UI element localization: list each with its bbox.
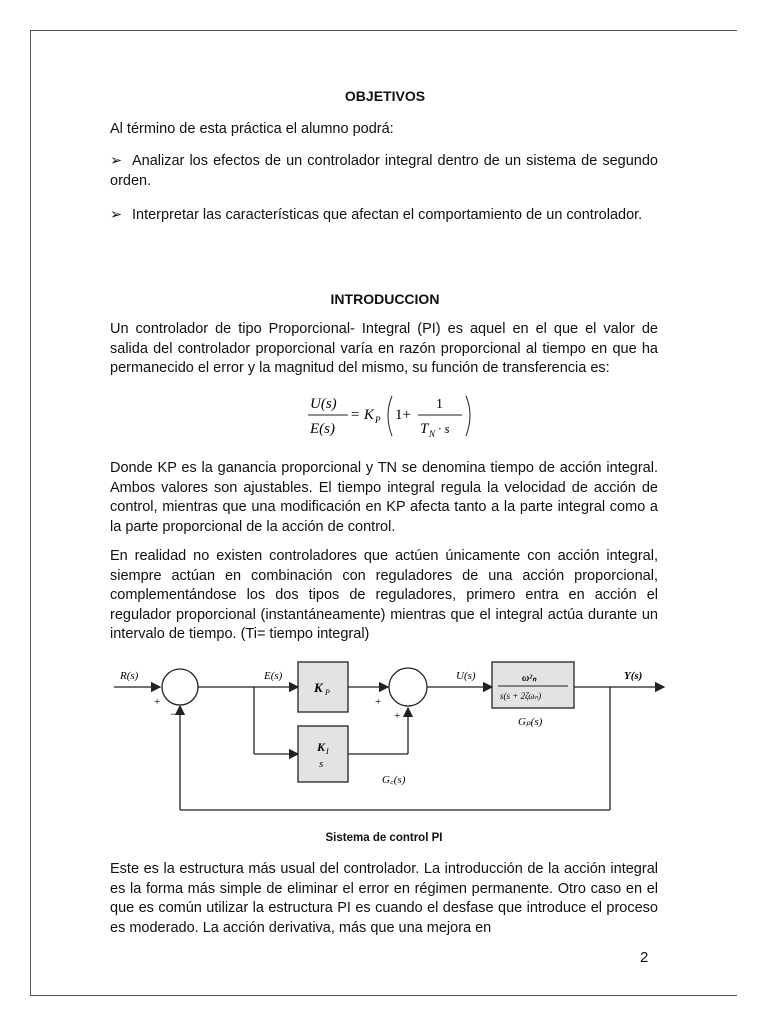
plant-transfer-label: Gₚ(s) <box>518 716 543 728</box>
ki-block-label: K <box>317 740 326 754</box>
formula-denominator-tail: · s <box>438 421 450 436</box>
kp-block <box>298 662 348 712</box>
junction-1-minus-sign: − <box>170 707 177 721</box>
junction-1-plus-sign: + <box>154 696 161 708</box>
intro-paragraph-3: En realidad no existen controladores que actúen únicamente con acción integral, siempre actúan en combinación con reguladores de una acción proporcional, complementándose los dos tipos de reguladores, primero entra en acción el regulador proporcional (instantáneamente) mientras que el integral actúa durante un intervalo de tiempo. (Ti= tiempo integral) <box>110 548 658 642</box>
ki-block-subscript: I <box>326 747 329 756</box>
formula-lhs-denominator: E(s) <box>310 421 335 437</box>
junction-2-plus-sign-left: + <box>375 696 382 708</box>
diagram-input-label: R(s) <box>120 670 139 682</box>
pi-control-block-diagram <box>112 655 668 820</box>
junction-2-plus-sign-bottom: + <box>394 710 401 722</box>
controller-transfer-label: G꜀(s) <box>382 774 406 786</box>
summing-junction-2 <box>389 668 427 706</box>
page-number: 2 <box>640 949 649 966</box>
transfer-function-formula <box>300 388 480 448</box>
plant-denominator: s(s + 2ζωₙ) <box>500 691 542 701</box>
diagram-output-label: Y(s) <box>624 670 643 682</box>
objectives-intro: Al término de esta práctica el alumno podrá: <box>110 121 394 137</box>
diagram-error-label: E(s) <box>264 670 283 682</box>
formula-one-plus: 1+ <box>395 407 411 423</box>
controller-output-label: U(s) <box>456 670 476 682</box>
arrow-bullet-icon: ➢ <box>110 207 123 223</box>
formula-tn-subscript: N <box>429 429 436 439</box>
objective-bullet-1 <box>110 152 658 191</box>
formula-lhs-numerator: U(s) <box>310 396 337 412</box>
objective-bullet-1-text: Analizar los efectos de un controlador integral dentro de un sistema de segundo orden. <box>110 153 658 189</box>
formula-kp-subscript: P <box>375 415 381 425</box>
intro-paragraph-4: Este es la estructura más usual del controlador. La introducción de la acción integral es la forma más simple de eliminar el error en régimen permanente. Otro caso en el que es común utilizar la estructura PI es cuando el desfase que introduce el proceso es moderado. La acción derivativa, más que una mejora en <box>110 861 658 936</box>
plant-block <box>492 662 574 708</box>
intro-paragraph-2: Donde KP es la ganancia proporcional y TN se denomina tiempo de acción integral. Ambos valores son ajustables. El tiempo integral regula la velocidad de acción de control, mientras que una modificación en KP afecta tanto a la parte integral como a la parte proporcional de la acción de control. <box>110 460 658 535</box>
formula-tn: T <box>420 421 429 437</box>
arrow-bullet-icon: ➢ <box>110 153 123 169</box>
kp-block-subscript: P <box>325 688 330 697</box>
introduction-heading: INTRODUCCION <box>330 291 440 307</box>
plant-numerator: ω²ₙ <box>522 673 537 684</box>
intro-paragraph-1: Un controlador de tipo Proporcional- Integral (PI) es aquel en el que el valor de salida del controlador proporcional varía en razón proporcional al tiempo en que ha permanecido el error y la magnitud del mismo, su función de transferencia es: <box>110 321 658 376</box>
objectives-heading: OBJETIVOS <box>344 88 426 104</box>
ki-block-denominator: s <box>319 758 324 770</box>
ki-block <box>298 726 348 782</box>
diagram-caption: Sistema de control PI <box>325 832 443 844</box>
summing-junction-1 <box>162 669 198 705</box>
objective-bullet-2-text: Interpretar las características que afectan el comportamiento de un controlador. <box>132 207 643 223</box>
formula-fraction-numerator: 1 <box>436 397 443 412</box>
kp-block-label: K <box>314 680 323 695</box>
objective-bullet-2 <box>110 206 658 226</box>
formula-equals-kp: = K <box>350 407 374 423</box>
